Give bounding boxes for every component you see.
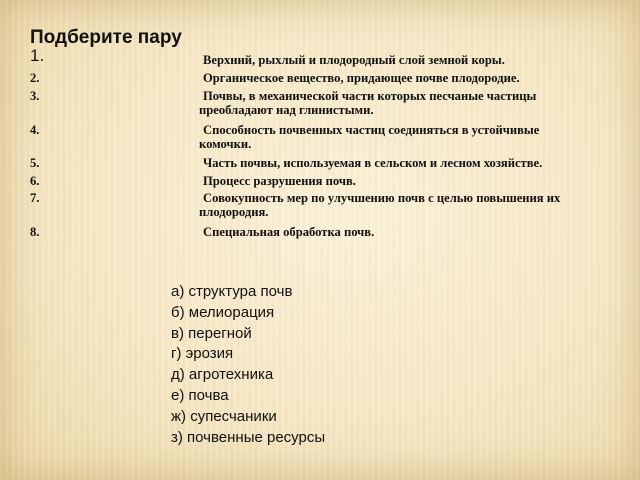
definition-item-3 [30, 89, 590, 117]
definition-item-2 [30, 71, 590, 85]
item-text: Способность почвенных частиц соединяться в устойчивые комочки. [199, 123, 540, 151]
item-text: Совокупность мер по улучшению почв с целью повышения их плодородия. [199, 191, 561, 219]
item-text: Процесс разрушения почв. [203, 174, 356, 188]
item-number: 7. [30, 191, 40, 205]
item-number: 2. [30, 71, 40, 85]
item-number: 6. [30, 174, 40, 188]
definition-item-1 [30, 46, 590, 67]
definition-item-5 [30, 156, 590, 170]
answer-option-v: в) перегной [171, 324, 252, 342]
answer-option-a: а) структура почв [171, 283, 293, 300]
answer-option-d: д) агротехника [171, 366, 274, 384]
definition-item-4 [30, 123, 590, 151]
answer-option-g: г) эрозия [171, 345, 234, 363]
answer-option-b: б) мелиорация [171, 303, 275, 321]
definition-item-8 [30, 225, 590, 239]
item-number: 4. [30, 123, 40, 137]
definition-item-6 [30, 174, 590, 188]
page-title: Подберите пару [30, 27, 182, 48]
item-number: 8. [30, 225, 40, 239]
item-number: 1. [30, 46, 45, 65]
item-number: 5. [30, 156, 40, 170]
item-text: Органическое вещество, придающее почве плодородие. [203, 71, 520, 85]
item-text: Верхний, рыхлый и плодородный слой земной коры. [203, 53, 505, 67]
item-text: Часть почвы, используемая в сельском и лесном хозяйстве. [203, 156, 543, 170]
answer-options-list [171, 282, 325, 448]
item-number: 3. [30, 89, 40, 103]
answer-option-z: з) почвенные ресурсы [171, 428, 326, 446]
answer-option-zh: ж) супесчаники [171, 407, 277, 425]
answer-option-e: е) почва [171, 386, 229, 404]
definition-item-7 [30, 191, 590, 219]
item-text: Специальная обработка почв. [203, 225, 375, 239]
item-text: Почвы, в механической части которых песчаные частицы преобладают над глинистыми. [199, 89, 537, 117]
